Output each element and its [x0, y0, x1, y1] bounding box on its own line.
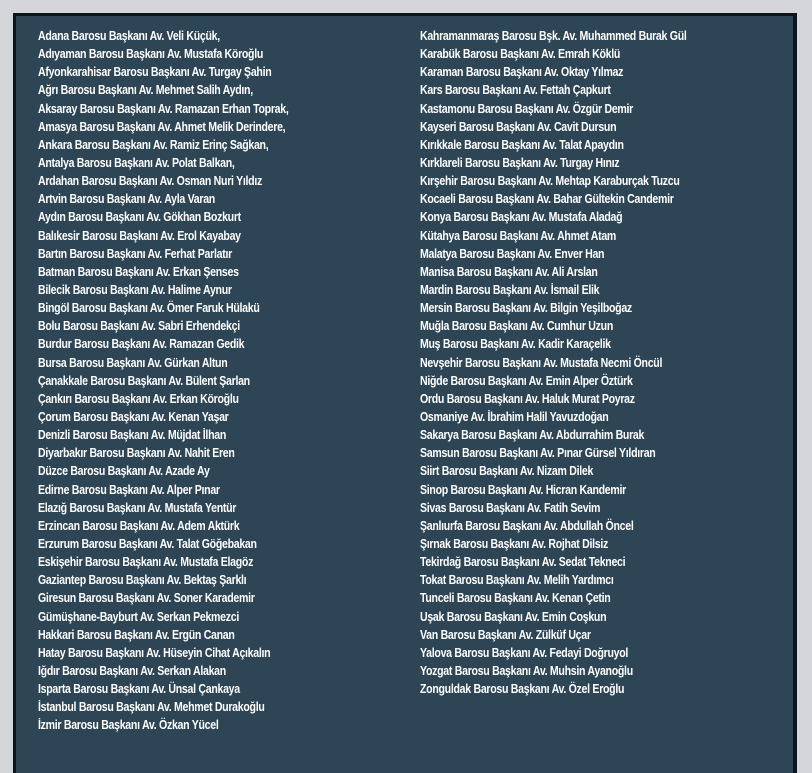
list-item: Şanlıurfa Barosu Başkanı Av. Abdullah Öncel — [420, 518, 634, 533]
list-item: Edirne Barosu Başkanı Av. Alper Pınar — [38, 482, 220, 497]
left-column — [38, 27, 408, 734]
list-item: Hatay Barosu Başkanı Av. Hüseyin Cihat Açıkalın — [38, 645, 271, 660]
list-item: Iğdır Barosu Başkanı Av. Serkan Alakan — [38, 663, 226, 678]
list-item: Kars Barosu Başkanı Av. Fettah Çapkurt — [420, 83, 611, 98]
list-item: Karabük Barosu Başkanı Av. Emrah Köklü — [420, 47, 621, 62]
list-item: Ağrı Barosu Başkanı Av. Mehmet Salih Aydın, — [38, 83, 253, 98]
list-item: Van Barosu Başkanı Av. Zülküf Uçar — [420, 627, 591, 642]
list-item: Zonguldak Barosu Başkanı Av. Özel Eroğlu — [420, 682, 625, 697]
list-item: Diyarbakır Barosu Başkanı Av. Nahit Eren — [38, 446, 235, 461]
list-item: Bursa Barosu Başkanı Av. Gürkan Altun — [38, 355, 228, 370]
list-item: Şırnak Barosu Başkanı Av. Rojhat Dilsiz — [420, 536, 609, 551]
list-item: Aksaray Barosu Başkanı Av. Ramazan Erhan Toprak, — [38, 101, 289, 116]
list-item: Siirt Barosu Başkanı Av. Nizam Dilek — [420, 464, 594, 479]
list-item: Burdur Barosu Başkanı Av. Ramazan Gedik — [38, 337, 245, 352]
list-item: Mersin Barosu Başkanı Av. Bilgin Yeşilboğaz — [420, 301, 632, 316]
list-item: Kırklareli Barosu Başkanı Av. Turgay Hınız — [420, 155, 620, 170]
list-item: Elazığ Barosu Başkanı Av. Mustafa Yentür — [38, 500, 237, 515]
list-item: Balıkesir Barosu Başkanı Av. Erol Kayabay — [38, 228, 241, 243]
list-item: Adıyaman Barosu Başkanı Av. Mustafa Köroğlu — [38, 47, 264, 62]
right-column — [420, 27, 790, 698]
list-item: Afyonkarahisar Barosu Başkanı Av. Turgay Şahin — [38, 65, 272, 80]
list-item: Niğde Barosu Başkanı Av. Emin Alper Öztürk — [420, 373, 633, 388]
list-item: Denizli Barosu Başkanı Av. Müjdat İlhan — [38, 428, 227, 443]
list-item: Yozgat Barosu Başkanı Av. Muhsin Ayanoğlu — [420, 663, 633, 678]
list-item: Kahramanmaraş Barosu Bşk. Av. Muhammed Burak Gül — [420, 29, 687, 43]
list-item: Eskişehir Barosu Başkanı Av. Mustafa Elagöz — [38, 555, 254, 570]
list-item: Artvin Barosu Başkanı Av. Ayla Varan — [38, 192, 215, 207]
list-item: Tokat Barosu Başkanı Av. Melih Yardımcı — [420, 573, 614, 588]
list-item: Karaman Barosu Başkanı Av. Oktay Yılmaz — [420, 65, 624, 80]
list-item: Erzurum Barosu Başkanı Av. Talat Göğebakan — [38, 536, 257, 551]
list-item: Malatya Barosu Başkanı Av. Enver Han — [420, 246, 605, 261]
list-item: Muş Barosu Başkanı Av. Kadir Karaçelik — [420, 337, 611, 352]
list-item: Çankırı Barosu Başkanı Av. Erkan Köroğlu — [38, 391, 239, 406]
list-item: Osmaniye Av. İbrahim Halil Yavuzdoğan — [420, 409, 609, 424]
signatory-list-panel — [13, 13, 797, 773]
list-item: Kocaeli Barosu Başkanı Av. Bahar Gültekin Candemir — [420, 192, 674, 207]
list-item: Isparta Barosu Başkanı Av. Ünsal Çankaya — [38, 682, 240, 697]
list-item: Samsun Barosu Başkanı Av. Pınar Gürsel Yıldıran — [420, 446, 656, 461]
list-item: Kütahya Barosu Başkanı Av. Ahmet Atam — [420, 228, 617, 243]
list-item: İstanbul Barosu Başkanı Av. Mehmet Durakoğlu — [38, 700, 265, 715]
list-item: İzmir Barosu Başkanı Av. Özkan Yücel — [38, 718, 219, 733]
list-item: Sakarya Barosu Başkanı Av. Abdurrahim Burak — [420, 428, 645, 443]
list-item: Mardin Barosu Başkanı Av. İsmail Elik — [420, 282, 600, 297]
list-item: Çorum Barosu Başkanı Av. Kenan Yaşar — [38, 409, 229, 424]
list-item: Tekirdağ Barosu Başkanı Av. Sedat Tekneci — [420, 555, 626, 570]
list-item: Kırşehir Barosu Başkanı Av. Mehtap Karaburçak Tuzcu — [420, 174, 680, 189]
list-item: Bolu Barosu Başkanı Av. Sabri Erhendekçi — [38, 319, 240, 334]
list-item: Gaziantep Barosu Başkanı Av. Bektaş Şarklı — [38, 573, 247, 588]
list-item: Muğla Barosu Başkanı Av. Cumhur Uzun — [420, 319, 613, 334]
list-item: Sinop Barosu Başkanı Av. Hicran Kandemir — [420, 482, 626, 497]
list-item: Kayseri Barosu Başkanı Av. Cavit Dursun — [420, 119, 617, 134]
list-item: Bingöl Barosu Başkanı Av. Ömer Faruk Hülakü — [38, 301, 260, 316]
list-item: Adana Barosu Başkanı Av. Veli Küçük, — [38, 29, 220, 43]
list-item: Gümüşhane-Bayburt Av. Serkan Pekmezci — [38, 609, 239, 624]
list-item: Yalova Barosu Başkanı Av. Fedayi Doğruyol — [420, 645, 629, 660]
list-item: Ordu Barosu Başkanı Av. Haluk Murat Poyraz — [420, 391, 635, 406]
list-item: Sivas Barosu Başkanı Av. Fatih Sevim — [420, 500, 601, 515]
list-item: Antalya Barosu Başkanı Av. Polat Balkan, — [38, 155, 235, 170]
list-item: Manisa Barosu Başkanı Av. Ali Arslan — [420, 264, 598, 279]
list-item: Konya Barosu Başkanı Av. Mustafa Aladağ — [420, 210, 623, 225]
list-item: Ankara Barosu Başkanı Av. Ramiz Erinç Sağkan, — [38, 137, 269, 152]
list-item: Uşak Barosu Başkanı Av. Emin Coşkun — [420, 609, 607, 624]
list-item: Erzincan Barosu Başkanı Av. Adem Aktürk — [38, 518, 240, 533]
list-item: Tunceli Barosu Başkanı Av. Kenan Çetin — [420, 591, 611, 606]
list-item: Giresun Barosu Başkanı Av. Soner Karademir — [38, 591, 255, 606]
list-item: Bilecik Barosu Başkanı Av. Halime Aynur — [38, 282, 232, 297]
list-item: Hakkari Barosu Başkanı Av. Ergün Canan — [38, 627, 235, 642]
list-item: Nevşehir Barosu Başkanı Av. Mustafa Necmi Öncül — [420, 355, 663, 370]
list-item: Kastamonu Barosu Başkanı Av. Özgür Demir — [420, 101, 634, 116]
list-item: Kırıkkale Barosu Başkanı Av. Talat Apaydın — [420, 137, 624, 152]
list-item: Düzce Barosu Başkanı Av. Azade Ay — [38, 464, 210, 479]
list-item: Aydın Barosu Başkanı Av. Gökhan Bozkurt — [38, 210, 241, 225]
list-item: Batman Barosu Başkanı Av. Erkan Şenses — [38, 264, 239, 279]
list-item: Bartın Barosu Başkanı Av. Ferhat Parlatır — [38, 246, 232, 261]
list-item: Amasya Barosu Başkanı Av. Ahmet Melik Derindere, — [38, 119, 286, 134]
list-item: Çanakkale Barosu Başkanı Av. Bülent Şarlan — [38, 373, 250, 388]
list-item: Ardahan Barosu Başkanı Av. Osman Nuri Yıldız — [38, 174, 262, 189]
